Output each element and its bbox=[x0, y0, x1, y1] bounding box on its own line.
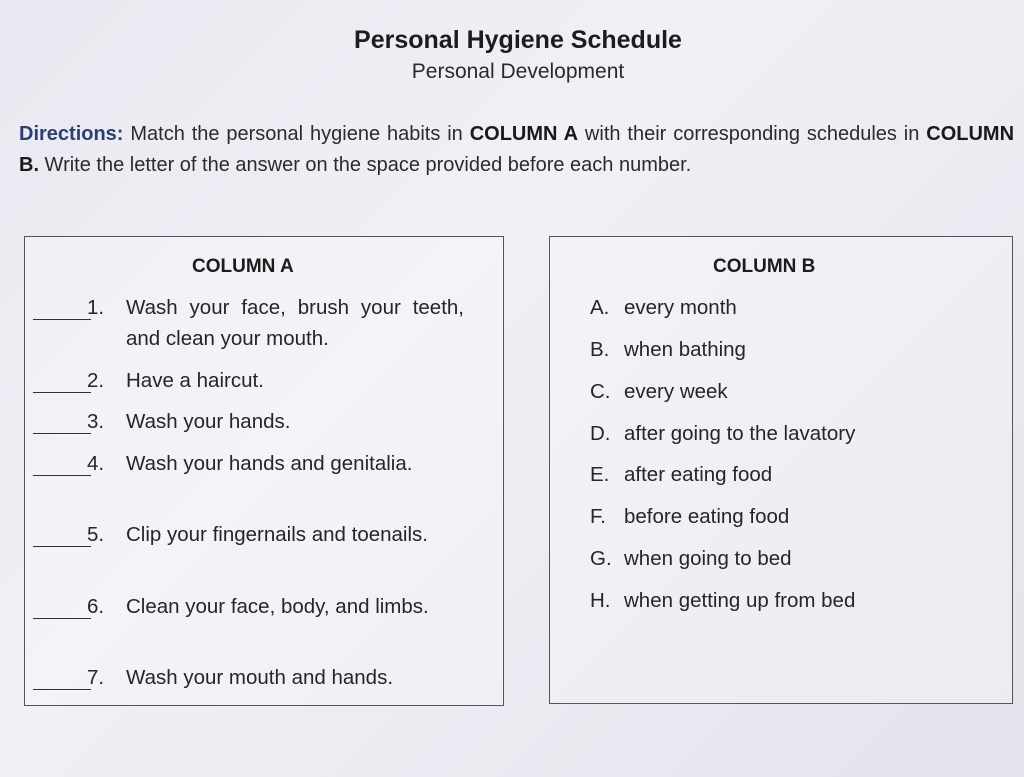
item-text: Wash your face, brush your teeth, and clean your mouth. bbox=[126, 296, 464, 350]
option-letter: E. bbox=[590, 463, 610, 486]
answer-blank-7[interactable] bbox=[33, 689, 91, 690]
list-item bbox=[590, 505, 789, 529]
option-text: every month bbox=[624, 296, 737, 319]
answer-blank-4[interactable] bbox=[33, 475, 91, 476]
list-item bbox=[590, 296, 737, 320]
page-title: Personal Hygiene Schedule bbox=[354, 26, 682, 54]
answer-blank-3[interactable] bbox=[33, 433, 91, 434]
directions-label: Directions: bbox=[19, 123, 124, 145]
answer-blank-5[interactable] bbox=[33, 546, 91, 547]
option-letter: B. bbox=[590, 338, 610, 361]
item-number: 3. bbox=[87, 410, 105, 433]
item-text: Have a haircut. bbox=[126, 369, 264, 392]
item-text: Wash your hands and genitalia. bbox=[126, 452, 413, 475]
item-number: 7. bbox=[87, 666, 105, 689]
item-text: Wash your mouth and hands. bbox=[126, 666, 394, 689]
page-subtitle: Personal Development bbox=[411, 60, 625, 83]
list-item bbox=[590, 380, 728, 404]
option-letter: A. bbox=[590, 296, 610, 319]
option-letter: D. bbox=[590, 422, 611, 445]
column-a-box bbox=[24, 236, 504, 706]
option-text: every week bbox=[624, 380, 728, 403]
item-number: 6. bbox=[87, 595, 105, 618]
list-item bbox=[590, 338, 746, 362]
item-number: 4. bbox=[87, 452, 105, 475]
option-letter: G. bbox=[590, 547, 612, 570]
answer-blank-6[interactable] bbox=[33, 618, 91, 619]
directions-text-2: with their corresponding schedules in bbox=[578, 123, 927, 145]
list-item bbox=[590, 547, 792, 571]
item-text: Wash your hands. bbox=[126, 410, 291, 433]
item-text: Clip your fingernails and toenails. bbox=[126, 523, 428, 546]
directions-text-3: Write the letter of the answer on the space provided before each number. bbox=[39, 154, 692, 176]
list-item bbox=[590, 463, 772, 487]
option-letter: H. bbox=[590, 589, 611, 612]
option-text: before eating food bbox=[624, 505, 790, 528]
item-number: 5. bbox=[87, 523, 105, 546]
directions-text-1: Match the personal hygiene habits in bbox=[123, 123, 470, 145]
list-item bbox=[590, 422, 855, 446]
column-b-heading: COLUMN B bbox=[713, 256, 816, 277]
option-text: when getting up from bed bbox=[624, 589, 856, 612]
list-item bbox=[590, 589, 855, 613]
option-letter: F. bbox=[590, 505, 606, 528]
item-number: 1. bbox=[87, 296, 105, 319]
directions-column-b: COLUMN B. bbox=[19, 123, 1015, 176]
column-a-heading: COLUMN A bbox=[192, 256, 294, 277]
answer-blank-2[interactable] bbox=[33, 392, 91, 393]
option-text: when going to bed bbox=[624, 547, 792, 570]
option-text: after eating food bbox=[624, 463, 773, 486]
directions-paragraph bbox=[19, 119, 1014, 181]
option-text: when bathing bbox=[624, 338, 746, 361]
option-letter: C. bbox=[590, 380, 611, 403]
column-b-box bbox=[549, 236, 1013, 704]
item-text: Clean your face, body, and limbs. bbox=[126, 595, 429, 618]
item-number: 2. bbox=[87, 369, 105, 392]
option-text: after going to the lavatory bbox=[624, 422, 856, 445]
directions-column-a: COLUMN A bbox=[469, 123, 579, 145]
answer-blank-1[interactable] bbox=[33, 319, 91, 320]
